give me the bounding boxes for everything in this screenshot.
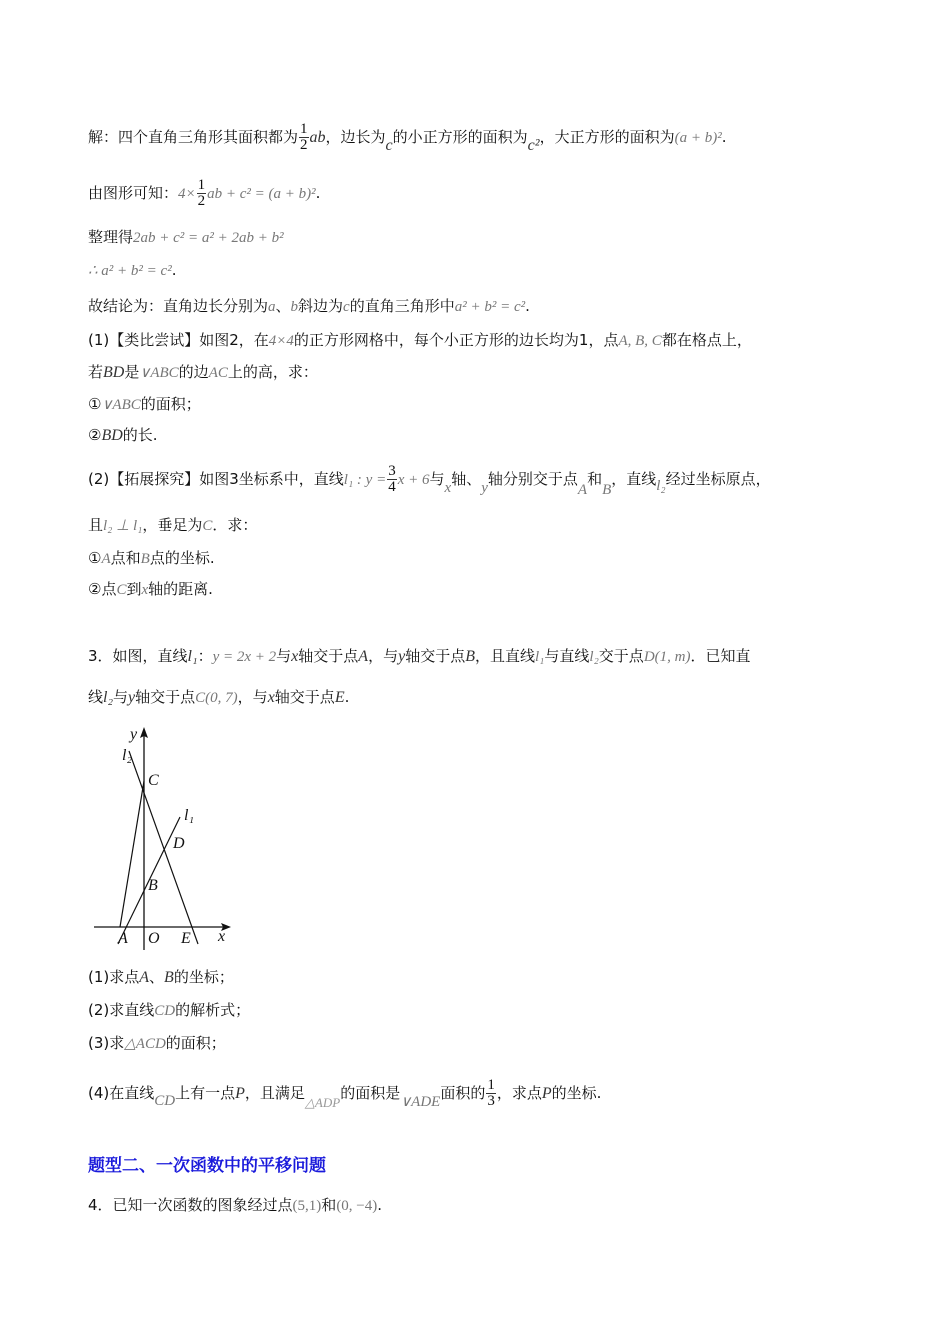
math: B [140, 551, 150, 567]
math: △ADP [304, 1095, 341, 1110]
text: 故结论为：直角边长分别为 [88, 297, 269, 315]
part2-line-4 [88, 579, 213, 600]
math: a [268, 299, 276, 315]
text: 的边 [178, 363, 209, 381]
math: y [128, 689, 136, 706]
text: 轴交于点 [298, 647, 359, 665]
text: 的小正方形的面积为 [392, 128, 528, 146]
text: 3．如图，直线 [88, 647, 188, 665]
math: A [101, 551, 111, 567]
text: . [377, 1196, 383, 1214]
math: y [481, 480, 488, 496]
denominator: 4 [388, 479, 396, 495]
coordinate-figure [88, 722, 248, 952]
math: x [291, 648, 299, 665]
math: BD [103, 364, 125, 381]
q4-line [88, 1195, 382, 1216]
math: y = 2x + 2 [212, 649, 277, 665]
text: (2)【拓展探究】如图3坐标系中，直线 [88, 470, 344, 488]
numerator: 1 [197, 177, 206, 193]
math: ab + c² = (a + b)² [207, 186, 316, 202]
math: c² [527, 137, 540, 154]
math: B [465, 648, 475, 665]
part2-line-2 [88, 515, 257, 536]
text: 是 [124, 363, 140, 381]
math: B [602, 482, 612, 498]
text: (4)在直线 [88, 1084, 155, 1102]
label-l2: l₂ [122, 747, 133, 764]
text: 的坐标； [173, 968, 234, 986]
text: 、 [149, 968, 165, 986]
math: P [235, 1085, 245, 1102]
math: B [164, 969, 174, 986]
label-x: x [218, 928, 226, 945]
label-d: D [173, 835, 185, 852]
q3-sub-2 [88, 1000, 250, 1021]
text: 与 [276, 647, 292, 665]
text: 轴的距离. [148, 580, 213, 598]
fraction [197, 178, 207, 209]
text: ，且满足 [244, 1084, 305, 1102]
text: 到 [126, 580, 142, 598]
math: a² + b² = c² [454, 299, 526, 315]
math: A, B, C [618, 333, 662, 349]
text: ②点 [88, 580, 117, 598]
math: c [343, 299, 350, 315]
math: ab [309, 129, 326, 146]
math: BD [101, 427, 123, 444]
text: (3)求 [88, 1034, 125, 1052]
math: 4×4 [268, 333, 294, 349]
solution-line-3 [88, 227, 284, 248]
math: CD [154, 1093, 176, 1109]
math: A [358, 648, 369, 665]
text: . [315, 184, 321, 202]
text: ① [88, 549, 102, 567]
text: 上有一点 [175, 1084, 236, 1102]
text: 4．已知一次函数的图象经过点 [88, 1196, 293, 1214]
text: ，边长为 [325, 128, 386, 146]
label-e: E [181, 930, 191, 947]
part1-line-4 [88, 425, 158, 446]
math: l₁ : y = [343, 472, 387, 488]
text: . [721, 128, 727, 146]
denominator: 2 [300, 137, 308, 153]
text: 的直角三角形中 [349, 297, 455, 315]
math: b [290, 299, 299, 315]
math: C [116, 582, 127, 598]
math: l₁ [187, 648, 198, 665]
text: ，且直线 [474, 647, 535, 665]
text: ，大正方形的面积为 [539, 128, 675, 146]
text: 的坐标. [551, 1084, 602, 1102]
text: 和 [321, 1196, 337, 1214]
text: ： [197, 647, 213, 665]
math: l₁ [535, 649, 545, 665]
label-y: y [130, 726, 138, 743]
part1-line-1 [88, 330, 752, 351]
math: l₂ [656, 478, 666, 494]
q3-sub-3 [88, 1033, 226, 1054]
segment-ac [120, 781, 144, 927]
text: ．求： [212, 516, 258, 534]
q3-sub-4 [88, 1078, 601, 1109]
text: ② [88, 426, 102, 444]
math: x + 6 [397, 472, 430, 488]
text: 且 [88, 516, 104, 534]
part1-line-2 [88, 362, 318, 383]
text: 点和 [110, 549, 141, 567]
math: l₂ [589, 649, 599, 665]
text: 轴交于点 [135, 688, 196, 706]
line-l2 [129, 751, 198, 944]
text: ．已知直 [690, 647, 751, 665]
text: 点的坐标. [149, 549, 215, 567]
text: 由图形可知： [88, 184, 179, 202]
q3-line-1 [88, 646, 750, 667]
math: (0, −4) [336, 1198, 378, 1214]
text: 轴交于点 [405, 647, 466, 665]
math: ∴ a² + b² = c² [88, 263, 172, 279]
math: c [385, 137, 393, 154]
label-c: C [148, 772, 159, 789]
math: CD [154, 1003, 176, 1019]
text: (1)【类比尝试】如图2，在 [88, 331, 269, 349]
text: 面积的 [440, 1084, 486, 1102]
text: 解：四个直角三角形其面积都为 [88, 128, 299, 146]
label-a: A [118, 930, 128, 947]
denominator: 3 [487, 1093, 495, 1109]
math: A [139, 969, 150, 986]
math: A [577, 482, 588, 498]
math: l₂ ⊥ l₁ [103, 518, 143, 534]
numerator: 1 [487, 1077, 495, 1093]
solution-line-1 [88, 122, 726, 153]
text: 的面积； [140, 395, 201, 413]
math: P [541, 1085, 552, 1102]
text: 和 [587, 470, 603, 488]
text: 都在格点上， [661, 331, 752, 349]
label-o: O [148, 930, 160, 947]
math: ∨ADE [400, 1094, 441, 1110]
math: (a + b)² [674, 130, 722, 146]
text: . [344, 688, 350, 706]
text: 轴交于点 [274, 688, 335, 706]
text: 线 [88, 688, 104, 706]
text: ，直线 [611, 470, 657, 488]
math: C(0, 7) [195, 690, 238, 706]
math: 2ab + c² = a² + 2ab + b² [133, 230, 284, 246]
math: x [267, 689, 275, 706]
math: y [398, 648, 406, 665]
solution-line-2 [88, 178, 320, 209]
text: . [171, 261, 177, 279]
text: (2)求直线 [88, 1001, 155, 1019]
label-b: B [148, 877, 158, 894]
text: 的面积是 [340, 1084, 401, 1102]
q3-line-2 [88, 687, 349, 708]
text: 与直线 [544, 647, 590, 665]
math: AC [208, 365, 228, 381]
numerator: 1 [300, 121, 308, 137]
solution-line-4 [88, 260, 176, 281]
text: 的正方形网格中，每个小正方形的边长均为1，点 [293, 331, 619, 349]
text: 交于点 [598, 647, 644, 665]
math: E [334, 689, 345, 706]
text: 的面积； [165, 1034, 226, 1052]
q3-sub-1 [88, 967, 234, 988]
label-l1: l₁ [184, 807, 195, 824]
math: l₂ [103, 689, 114, 706]
text: . [525, 297, 530, 315]
denominator: 2 [197, 193, 206, 209]
text: 的长. [122, 426, 158, 444]
text: 、 [275, 297, 291, 315]
text: ，与 [368, 647, 399, 665]
text: 整理得 [88, 228, 134, 246]
section-heading: 题型二、一次函数中的平移问题 [88, 1156, 326, 1176]
text: 上的高，求： [227, 363, 318, 381]
text: 轴分别交于点 [487, 470, 578, 488]
text: 与 [113, 688, 129, 706]
math: D(1, m) [643, 649, 691, 665]
math: C [202, 518, 213, 534]
fraction [387, 464, 397, 495]
text: 的解析式； [175, 1001, 251, 1019]
numerator: 3 [388, 463, 396, 479]
part1-line-3 [88, 394, 201, 415]
text: ① [88, 395, 102, 413]
math: 4× [178, 186, 196, 202]
part2-line-1 [88, 463, 771, 498]
text: ，求点 [496, 1084, 542, 1102]
math: ∨ABC [101, 397, 141, 413]
text: ，与 [237, 688, 268, 706]
fraction [486, 1078, 496, 1109]
math: △ACD [124, 1036, 166, 1052]
text: 若 [88, 363, 104, 381]
text: 轴、 [451, 470, 482, 488]
text: ，垂足为 [142, 516, 203, 534]
math: (5,1) [292, 1198, 322, 1214]
text: (1)求点 [88, 968, 140, 986]
text: 经过坐标原点， [665, 470, 771, 488]
math: ∨ABC [139, 365, 179, 381]
text: 斜边为 [298, 297, 344, 315]
math: x [444, 480, 452, 496]
part2-line-3 [88, 548, 215, 569]
math: x [141, 582, 149, 598]
text: 与 [429, 470, 445, 488]
fraction [299, 122, 309, 153]
solution-line-5 [88, 296, 530, 317]
